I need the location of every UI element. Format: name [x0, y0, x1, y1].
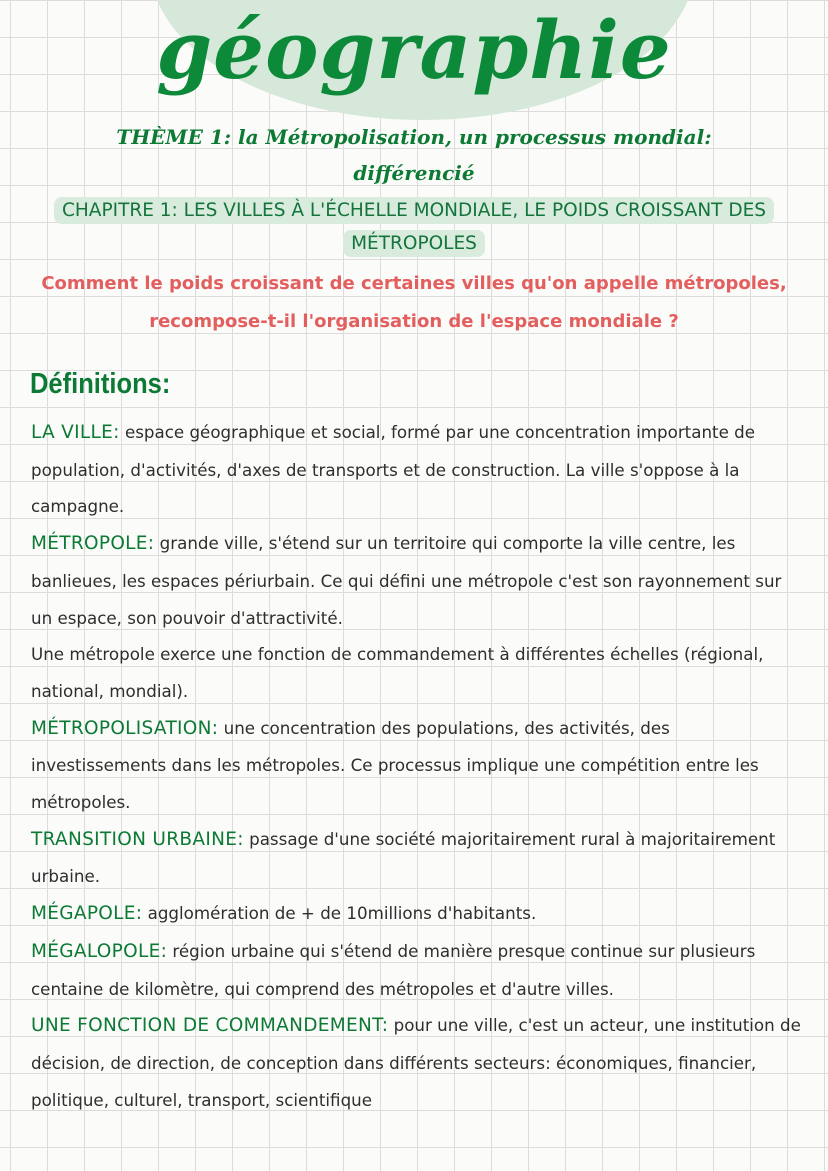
chapter-heading — [0, 194, 828, 260]
definition-item — [31, 414, 806, 525]
definition-item — [31, 821, 806, 895]
definition-item — [31, 636, 806, 709]
definition-item — [31, 525, 806, 636]
definition-text: région urbaine qui s'étend de manière presque continue sur plusieurs centaine de kilomètre, qui comprend des métropoles et d'autre villes. — [31, 940, 756, 999]
definition-text: agglomération de + de 10millions d'habitants. — [147, 903, 537, 924]
definitions-list — [31, 414, 806, 1118]
definition-term: MÉTROPOLISATION: — [31, 717, 219, 739]
definition-term: UNE FONCTION DE COMMANDEMENT: — [31, 1015, 389, 1037]
definition-text: une concentration des populations, des activités, des investissements dans les métropoles. Ce processus implique une compétition entre les métropoles. — [31, 717, 759, 813]
definition-item — [31, 933, 806, 1007]
definition-item — [31, 710, 806, 821]
problem-question: Comment le poids croissant de certaines villes qu'on appelle métropoles, recompose-t-il l'organisation de l'espace mondiale ? — [41, 273, 787, 332]
chapter-heading-text: CHAPITRE 1: LES VILLES À L'ÉCHELLE MONDIALE, LE POIDS CROISSANT DES MÉTROPOLES — [54, 197, 774, 257]
definition-term: TRANSITION URBAINE: — [31, 828, 244, 850]
definitions-heading: Définitions: — [30, 368, 171, 400]
definition-text: grande ville, s'étend sur un territoire qui comporte la ville centre, les banlieues, les espaces périurbain. Ce qui défini une métropole c'est son rayonnement sur un espace, son pouvoir d'attractivité. — [31, 533, 782, 628]
definition-text: pour une ville, c'est un acteur, une institution de décision, de direction, de conception dans différents secteurs: économiques, financier, politique, culturel, transport, scientifique — [31, 1015, 801, 1110]
definition-term: MÉGAPOLE: — [31, 903, 143, 925]
definition-term: MÉTROPOLE: — [31, 533, 155, 555]
definition-item — [31, 1007, 806, 1118]
definition-item — [31, 895, 806, 933]
page-title: géographie — [156, 3, 672, 97]
definition-term: LA VILLE: — [31, 422, 120, 443]
definition-term: MÉGALOPOLE: — [31, 940, 168, 962]
definition-text: passage d'une société majoritairement rural à majoritairement urbaine. — [31, 828, 776, 887]
definition-text: Une métropole exerce une fonction de commandement à différentes échelles (régional, national, mondial). — [31, 644, 764, 701]
theme-heading: THÈME 1: la Métropolisation, un processus mondial: différencié — [116, 125, 712, 185]
definition-text: espace géographique et social, formé par une concentration importante de population, d'activités, d'axes de transports et de construction. La ville s'oppose à la campagne. — [31, 422, 755, 517]
